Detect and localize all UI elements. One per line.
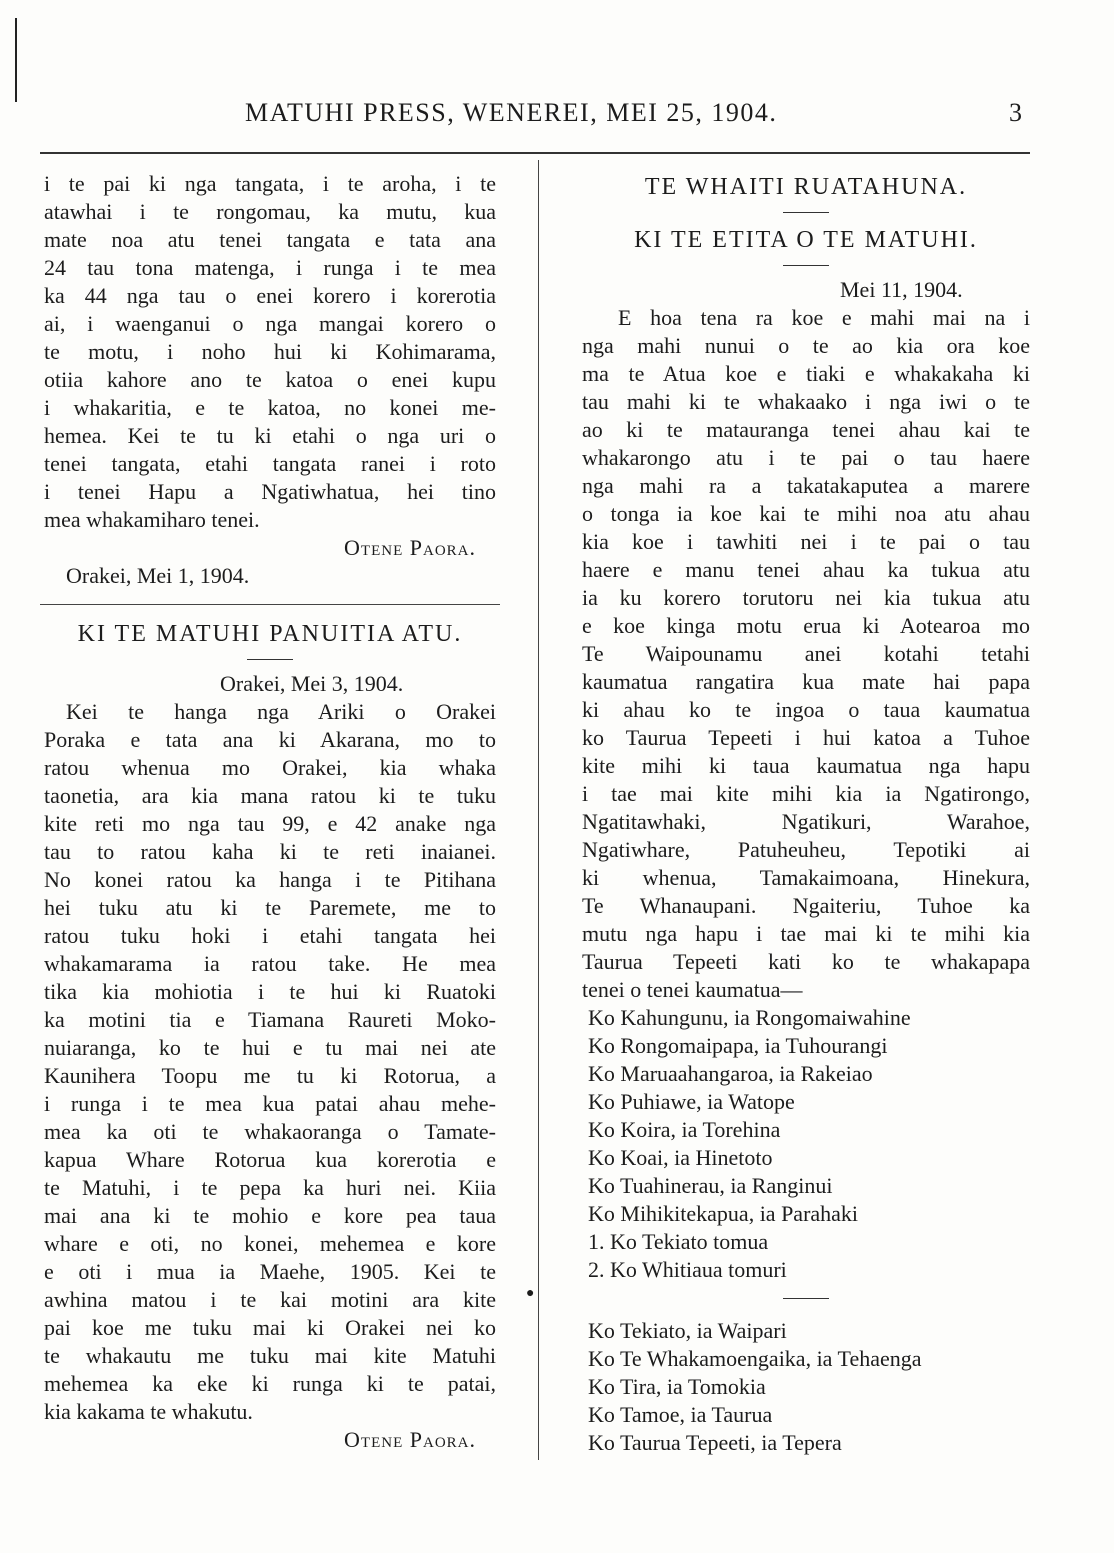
article-heading: TE WHAITI RUATAHUNA. [644,174,968,200]
text-line: te Matuhi, i te pepa ka huri nei. Kiia [44,1175,496,1200]
list-dash [783,1298,829,1299]
text-line: tau to ratou kaha ki te reti inaianei. [44,839,496,864]
text-line: kia kakama te whakutu. [44,1399,253,1424]
text-line: whare e oti, no konei, mehemea e kore [44,1231,496,1256]
text-line: tenei tangata, etahi tangata ranei i roto [44,451,496,476]
section-rule [40,604,500,605]
genealogy-line: Ko Puhiawe, ia Watope [588,1089,795,1114]
text-line: te whakautu me tuku mai kite Matuhi [44,1343,496,1368]
text-line: kite mihi ki taua kaumatua nga hapu [582,753,1030,778]
text-line: ki whenua, Tamakaimoana, Hinekura, [582,865,1030,890]
header-rule [40,152,1030,154]
text-line: atawhai i te rongomau, ka mutu, kua [44,199,496,224]
text-line: ia ku korero torutoru nei kia tukua atu [582,585,1030,610]
text-line: awhina matou i te kai motini ara kite [44,1287,496,1312]
article-panuitia [44,617,496,1454]
bullet-mark: ● [526,1286,535,1301]
text-line: whakamarama ia ratou take. He mea [44,951,496,976]
text-line: Ngatiwhare, Patuheuheu, Tepotiki ai [582,837,1030,862]
genealogy-line: 2. Ko Whitiaua tomuri [588,1257,787,1282]
article-subheading: KI TE ETITA O TE MATUHI. [634,227,978,253]
page-header [40,98,1030,138]
text-line: Poraka e tata ana ki Akarana, mo to [44,727,496,752]
dateline: Orakei, Mei 1, 1904. [66,563,250,588]
text-line: Te Whanaupani. Ngaiteriu, Tuhoe ka [582,893,1030,918]
text-line: ao ki te matauranga tenei ahau kai te [582,417,1030,442]
text-line: mea whakamiharo tenei. [44,507,260,532]
text-line: e koe kinga motu erua ki Aotearoa mo [582,613,1030,638]
text-line: mate noa atu tenei tangata e tata ana [44,227,496,252]
left-column [44,170,496,1454]
text-line: i runga i te mea kua patai ahau mehe- [44,1091,496,1116]
text-line: kaumatua rangatira kua mate hai papa [582,669,1030,694]
dateline: Mei 11, 1904. [840,277,963,302]
text-line: i tenei Hapu a Ngatiwhatua, hei tino [44,479,496,504]
text-line: tika kia mohiotia i te hui ki Ruatoki [44,979,496,1004]
text-line: nga mahi ra a takatakaputea a marere [582,473,1030,498]
heading-dash [783,265,829,266]
signature: Otene Paora. [344,535,476,560]
text-line: ma te Atua koe e tiaki e whakakaha ki [582,361,1030,386]
page-number: 3 [1009,98,1022,127]
genealogy-line: Ko Te Whakamoengaika, ia Tehaenga [588,1346,922,1371]
genealogy-line: Ko Tamoe, ia Taurua [588,1402,773,1427]
text-line: i whakaritia, e te katoa, no konei me- [44,395,496,420]
text-line: kite reti mo nga tau 99, e 42 anake nga [44,811,496,836]
letter-continuation [44,170,496,590]
text-line: 24 tau tona matenga, i runga i te mea [44,255,496,280]
text-line: o tonga ia koe kai te mihi noa atu ahau [582,501,1030,526]
text-line: Kaunihera Toopu me tu ki Rotorua, a [44,1063,496,1088]
text-line: taonetia, ara kia mana ratou ki te tuku [44,783,496,808]
text-line: ka 44 nga tau o enei korero i korerotia [44,283,496,308]
text-line: i tae mai kite mihi kia ia Ngatirongo, [582,781,1030,806]
text-line: E hoa tena ra koe e mahi mai na i [618,305,1030,330]
genealogy-line: Ko Tira, ia Tomokia [588,1374,766,1399]
text-line: hei tuku atu ki te Paremete, me to [44,895,496,920]
text-line: Ngatitawhaki, Ngatikuri, Warahoe, [582,809,1030,834]
heading-dash [783,212,829,213]
genealogy-list [582,1004,1030,1284]
genealogy-line: Ko Mihikitekapua, ia Parahaki [588,1201,859,1226]
text-line: i te pai ki nga tangata, i te aroha, i te [44,171,496,196]
text-line: Te Waipounamu anei kotahi tetahi [582,641,1030,666]
text-line: pai koe me tuku mai ki Orakei nei ko [44,1315,496,1340]
page-title: MATUHI PRESS, WENEREI, MEI 25, 1904. [245,98,778,127]
text-line: ratou tuku hoki i etahi tangata hei [44,923,496,948]
genealogy-line: Ko Taurua Tepeeti, ia Tepera [588,1430,842,1455]
genealogy-line: Ko Tuahinerau, ia Ranginui [588,1173,833,1198]
text-line: ratou whenua mo Orakei, kia whaka [44,755,496,780]
heading-dash [247,659,293,660]
margin-rule [15,18,17,102]
text-line: nga mahi nunui o te ao kia ora koe [582,333,1030,358]
genealogy-line: Ko Tekiato, ia Waipari [588,1318,787,1343]
article-heading: KI TE MATUHI PANUITIA ATU. [77,621,463,647]
text-line: mutu nga hapu i tae mai ki te mihi kia [582,921,1030,946]
text-line: Taurua Tepeeti kati ko te whakapapa [582,949,1030,974]
text-line: otiia kahore ano te katoa o enei kupu [44,367,496,392]
text-line: ka motini tia e Tiamana Raureti Moko- [44,1007,496,1032]
genealogy-line: Ko Koira, ia Torehina [588,1117,781,1142]
text-line: mehemea ka eke ki runga ki te patai, [44,1371,496,1396]
text-line: mai ana ki te mohio e kore pea taua [44,1203,496,1228]
text-line: whakarongo atu i te pai o tau haere [582,445,1030,470]
genealogy-list-2 [582,1317,1030,1457]
text-line: tenei o tenei kaumatua— [582,977,803,1002]
genealogy-line: 1. Ko Tekiato tomua [588,1229,769,1254]
text-line: te motu, i noho hui ki Kohimarama, [44,339,496,364]
text-line: No konei ratou ka hanga i te Pitihana [44,867,496,892]
text-line: ai, i waenganui o nga mangai korero o [44,311,496,336]
genealogy-line: Ko Kahungunu, ia Rongomaiwahine [588,1005,911,1030]
column-divider [538,160,539,1460]
genealogy-line: Ko Koai, ia Hinetoto [588,1145,773,1170]
text-line: hemea. Kei te tu ki etahi o nga uri o [44,423,496,448]
text-line: kia koe i tawhiti nei i te pai o tau [582,529,1030,554]
text-line: mea ka oti te whakaoranga o Tamate- [44,1119,496,1144]
text-line: nuiaranga, ko te hui e tu mai nei ate [44,1035,496,1060]
dateline: Orakei, Mei 3, 1904. [220,671,404,696]
text-line: haere e manu tenei ahau ka tukua atu [582,557,1030,582]
right-column [582,170,1030,1457]
text-line: kapua Whare Rotorua kua korerotia e [44,1147,496,1172]
signature: Otene Paora. [344,1427,476,1452]
text-line: ki ahau ko te ingoa o taua kaumatua [582,697,1030,722]
text-line: tau mahi ki te whakaako i nga iwi o te [582,389,1030,414]
text-line: ko Taurua Tepeeti i hui katoa a Tuhoe [582,725,1030,750]
text-line: Kei te hanga nga Ariki o Orakei [66,699,496,724]
genealogy-line: Ko Rongomaipapa, ia Tuhourangi [588,1033,888,1058]
text-line: e oti i mua ia Maehe, 1905. Kei te [44,1259,496,1284]
genealogy-line: Ko Maruaahangaroa, ia Rakeiao [588,1061,873,1086]
